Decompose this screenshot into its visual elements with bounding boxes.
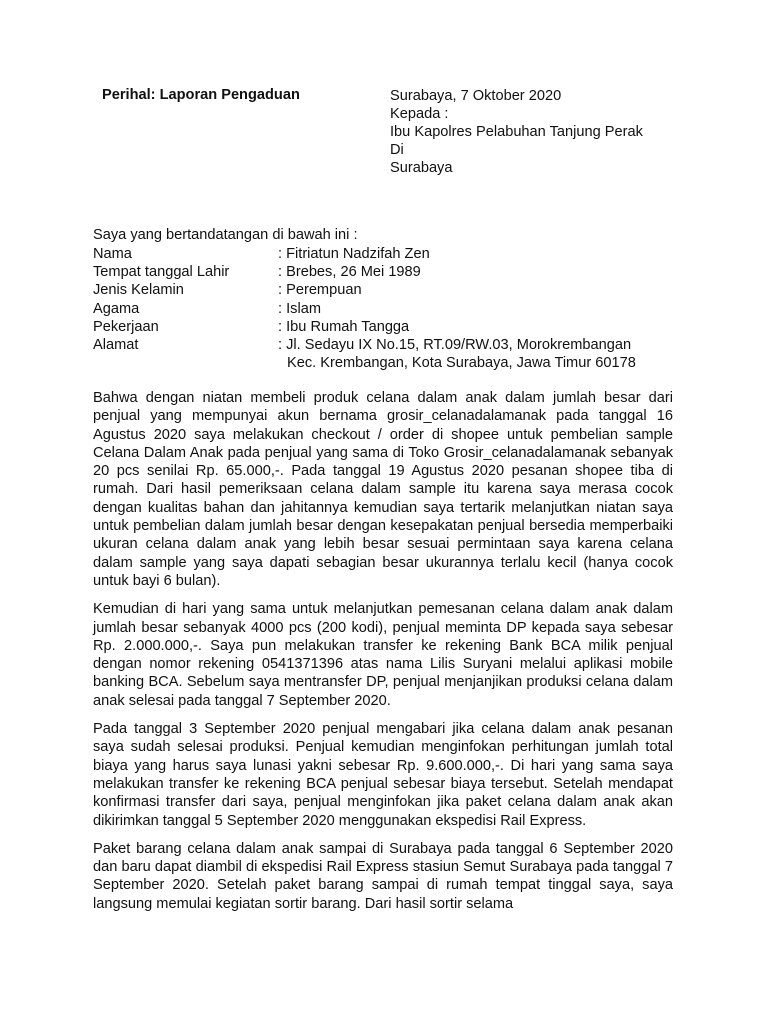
letter-body [93,389,673,923]
address-line-1: : Jl. Sedayu IX No.15, RT.09/RW.03, Morokrembangan [278,337,632,354]
body-paragraph: Pada tanggal 3 September 2020 penjual mengabari jika celana dalam anak pesanan saya sudah selesai produksi. Penjual kemudian menginfokan perhitungan jumlah total biaya yang harus saya lunasi yakni sebesar Rp. 9.600.000,-. Di hari yang sama saya melakukan transfer ke rekening BCA penjual sebesar biaya tersebut. Setelah mendapat konfirmasi transfer dari saya, penjual menginfokan jika paket celana dalam anak akan dikirimkan tanggal 5 September 2020 menggunakan ekspedisi Rail Express. [93,721,673,829]
identity-label: Tempat tanggal Lahir [93,264,230,281]
body-paragraph: Bahwa dengan niatan membeli produk celana dalam anak dalam jumlah besar dari penjual yang mempunyai akun bernama grosir_celanadalamanak pada tanggal 16 Agustus 2020 saya melakukan checkout / order di shopee untuk pembelian sample Celana Dalam Anak pada penjual yang sama di Toko Grosir_celanadalamanak sebanyak 20 pcs senilai Rp. 65.000,-. Pada tanggal 19 Agustus 2020 pesanan shopee tiba di rumah. Dari hasil pemeriksaan celana dalam sample itu karena saya merasa cocok dengan kualitas bahan dan jahitannya kemudian saya tertarik melanjutkan niatan saya untuk pembelian dalam jumlah besar dengan kesepakatan penjual bersedia memperbaiki ukuran celana dalam anak yang lebih besar sesuai permintaan saya karena celana dalam sample yang saya dapati sebagian besar ukurannya terlalu kecil (hanya cocok untuk bayi 6 bulan). [93,390,673,589]
recipient: Ibu Kapolres Pelabuhan Tanjung Perak [390,124,643,140]
at-label: Di [390,142,404,158]
identity-value: : Islam [278,300,321,317]
identity-value: : Ibu Rumah Tangga [278,318,410,335]
identity-value: : Perempuan [278,282,362,299]
identity-label: Jenis Kelamin [93,282,184,299]
identity-row-religion [93,300,683,318]
body-paragraph: Paket barang celana dalam anak sampai di Surabaya pada tanggal 6 September 2020 dan baru dapat diambil di ekspedisi Rail Express stasiun Semut Surabaya pada tanggal 7 September 2020. Setelah paket barang sampai di rumah tempat tinggal saya, saya langsung memulai kegiatan sortir barang. Dari hasil sortir selama [93,840,673,912]
address-block [390,87,643,177]
identity-row-birth [93,263,683,281]
identity-row-occupation [93,318,683,336]
subject-line: Perihal: Laporan Pengaduan [102,87,300,103]
identity-row-name [93,245,683,263]
identity-row-gender [93,281,683,299]
identity-label: Alamat [93,337,139,354]
address-line-2: Kec. Krembangan, Kota Surabaya, Jawa Timur 60178 [287,355,636,372]
identity-table [93,245,683,372]
identity-value: : Fitriatun Nadzifah Zen [278,246,430,262]
intro-line: Saya yang bertandatangan di bawah ini : [93,227,358,243]
identity-label: Nama [93,246,132,262]
body-paragraph: Kemudian di hari yang sama untuk melanjutkan pemesanan celana dalam anak dalam jumlah besar sebanyak 4000 pcs (200 kodi), penjual meminta DP kepada saya sebesar Rp. 2.000.000,-. Saya pun melakukan transfer ke rekening Bank BCA milik penjual dengan nomor rekening 0541371396 atas nama Lilis Suryani melalui aplikasi mobile banking BCA. Sebelum saya mentransfer DP, penjual menjanjikan produksi celana dalam anak selesai pada tanggal 7 September 2020. [93,601,673,709]
identity-value: : Brebes, 26 Mei 1989 [278,264,421,281]
recipient-city: Surabaya [390,160,453,176]
identity-label: Agama [93,300,140,317]
identity-label: Pekerjaan [93,318,159,335]
to-label: Kepada : [390,106,449,122]
identity-row-address [93,336,683,372]
identity-value-address [278,336,683,372]
date-place: Surabaya, 7 Oktober 2020 [390,88,562,104]
